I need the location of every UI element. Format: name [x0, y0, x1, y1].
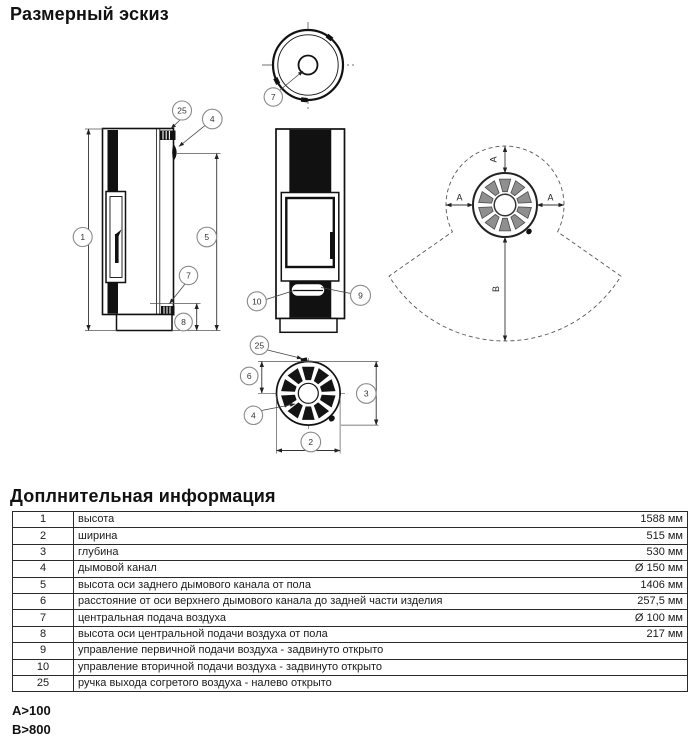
row-number: 10 [13, 659, 74, 675]
row-label: ручка выхода согретого воздуха - налево открыто [74, 675, 574, 691]
top-view [262, 22, 354, 109]
callout-25-label: 25 [254, 340, 265, 351]
table-row [13, 593, 688, 609]
callout-1-label: 1 [80, 232, 86, 242]
leader-line-4 [179, 126, 205, 147]
clearance-a-right-label: A [547, 192, 554, 203]
clearance-a-left-label: A [456, 192, 463, 203]
table-row [13, 528, 688, 544]
callout-2-label: 2 [308, 437, 314, 447]
door-handle [330, 232, 334, 259]
side-view [73, 101, 222, 331]
clearance-b-label: B [491, 285, 501, 293]
callout-8-label: 8 [181, 317, 186, 327]
bottom-view [240, 336, 378, 453]
central-air-inlet [299, 56, 318, 75]
row-label: ширина [74, 528, 574, 544]
section-title: Доплнительная информация [10, 486, 276, 506]
door-glass [286, 198, 334, 267]
row-value: 515 мм [573, 528, 688, 544]
row-number: 7 [13, 610, 74, 626]
air-control-lever [291, 283, 325, 297]
table-row [13, 626, 688, 642]
base-plinth [280, 319, 337, 333]
callout-4-label: 4 [209, 114, 215, 124]
clearance-a-top-label: A [488, 156, 499, 163]
callout-25-label: 25 [177, 105, 187, 116]
row-label: высота [74, 512, 574, 528]
row-label: глубина [74, 544, 574, 560]
row-value [573, 659, 688, 675]
leader-line-25 [268, 350, 303, 359]
row-value: 1588 мм [573, 512, 688, 528]
callout-6-label: 6 [246, 371, 252, 381]
table-row [13, 577, 688, 593]
row-label: дымовой канал [74, 561, 574, 577]
base-plinth [117, 315, 173, 331]
callout-5-label: 5 [204, 232, 210, 242]
upper-black-column [290, 130, 331, 193]
row-number: 5 [13, 577, 74, 593]
row-number: 8 [13, 626, 74, 642]
row-label: управление первичной подачи воздуха - задвинуто открыто [74, 643, 574, 659]
central-air-inlet [298, 383, 318, 403]
row-number: 6 [13, 593, 74, 609]
smoke-channel-outlet [172, 144, 177, 161]
door-handle [115, 234, 119, 263]
dimensions-table [12, 511, 688, 692]
table-row [13, 643, 688, 659]
callout-7-label: 7 [270, 92, 276, 102]
row-value: 217 мм [573, 626, 688, 642]
front-view [247, 129, 370, 332]
clearance-diagram [389, 146, 621, 341]
leader-line-25 [171, 120, 180, 129]
row-number: 4 [13, 561, 74, 577]
heated-air-outlet-grille [160, 131, 176, 141]
front-band-upper [108, 130, 119, 191]
callout-10-label: 10 [252, 296, 262, 307]
table-row [13, 512, 688, 528]
row-number: 3 [13, 544, 74, 560]
row-value: Ø 100 мм [573, 610, 688, 626]
row-number: 25 [13, 675, 74, 691]
page-title: Размерный эскиз [10, 4, 169, 24]
row-value [573, 643, 688, 659]
note-clearance-b: B>800 [12, 722, 51, 737]
callout-7-label: 7 [186, 270, 191, 281]
callout-3-label: 3 [363, 388, 369, 399]
row-number: 1 [13, 512, 74, 528]
row-label: управление вторичной подачи воздуха - задвинуто открыто [74, 659, 574, 675]
row-value: 1406 мм [573, 577, 688, 593]
row-label: высота оси заднего дымового канала от пола [74, 577, 574, 593]
row-number: 9 [13, 643, 74, 659]
callout-9-label: 9 [358, 290, 363, 301]
row-number: 2 [13, 528, 74, 544]
row-label: расстояние от оси верхнего дымового канала до задней части изделия [74, 593, 574, 609]
table-row [13, 544, 688, 560]
row-label: высота оси центральной подачи воздуха от пола [74, 626, 574, 642]
callout-4-label: 4 [251, 410, 256, 421]
table-row [13, 610, 688, 626]
row-label: центральная подача воздуха [74, 610, 574, 626]
table-row [13, 561, 688, 577]
central-air-inlet [494, 194, 516, 216]
front-band-lower [108, 283, 119, 314]
table-row [13, 659, 688, 675]
row-value: 530 мм [573, 544, 688, 560]
row-value: 257,5 мм [573, 593, 688, 609]
row-value: Ø 150 мм [573, 561, 688, 577]
row-value [573, 675, 688, 691]
table-row [13, 675, 688, 691]
note-clearance-a: A>100 [12, 703, 51, 718]
